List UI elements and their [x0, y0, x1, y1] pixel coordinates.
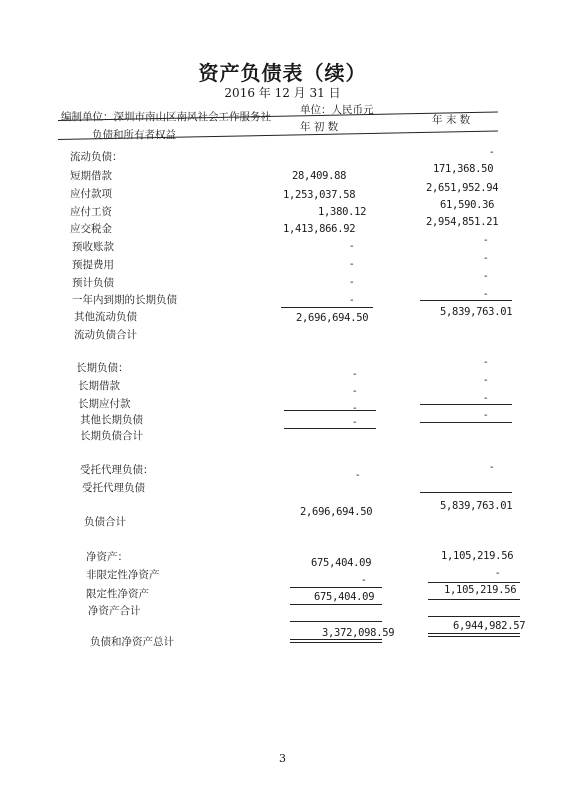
row-begin-value: -	[350, 240, 354, 252]
row-end-value: -	[484, 392, 488, 404]
subtotal-rule-begin	[290, 621, 382, 622]
row-begin-value: 1,253,037.58	[283, 189, 356, 201]
row-begin-value: -	[350, 276, 354, 288]
row-end-value: -	[484, 288, 488, 300]
row-end-value: 5,839,763.01	[440, 306, 513, 318]
total-double-rule-end	[428, 633, 520, 634]
row-end-value: 2,651,952.94	[426, 182, 499, 194]
row-end-value: -	[484, 356, 488, 368]
row-end-value: -	[484, 252, 488, 264]
row-label: 一年内到期的长期负债	[72, 294, 177, 306]
row-begin-value: 2,696,694.50	[300, 506, 373, 518]
col-header-end: 年 末 数	[432, 114, 471, 126]
row-begin-value: 3,372,098.59	[322, 627, 395, 639]
page-number: 3	[279, 752, 286, 765]
subtotal-rule-end	[420, 422, 512, 423]
row-label: 应付工资	[70, 206, 112, 218]
row-end-value: 1,105,219.56	[441, 550, 514, 562]
subtotal-rule-begin	[284, 410, 376, 411]
row-label: 长期负债合计	[80, 430, 143, 442]
row-begin-value: -	[353, 402, 357, 414]
row-begin-value: 1,413,866.92	[283, 223, 356, 235]
unit-label: 单位：人民币元	[300, 104, 374, 116]
subtotal-rule-end	[428, 599, 520, 600]
row-label: 流动负债：	[70, 151, 123, 163]
row-label: 预计负债	[72, 277, 114, 289]
total-double-rule-begin	[290, 642, 382, 643]
page-title: 资产负债表（续）	[198, 61, 367, 85]
subtotal-rule-end	[428, 582, 520, 583]
row-begin-value: -	[350, 258, 354, 270]
total-double-rule-begin	[290, 639, 382, 640]
subtotal-rule-begin	[290, 587, 382, 588]
row-end-value: 171,368.50	[433, 163, 494, 175]
subtotal-rule-end	[420, 492, 512, 493]
row-end-value: 61,590.36	[440, 199, 495, 211]
row-label: 长期借款	[78, 380, 120, 392]
row-end-value: 5,839,763.01	[440, 500, 513, 512]
row-begin-value: 28,409.88	[292, 170, 347, 182]
subtotal-rule-begin	[284, 428, 376, 429]
row-label: 应交税金	[70, 223, 112, 235]
row-label: 非限定性净资产	[86, 569, 160, 581]
row-label: 短期借款	[70, 170, 112, 182]
row-end-value: -	[484, 234, 488, 246]
row-label: 净资产：	[86, 551, 128, 563]
row-begin-value: 1,380.12	[318, 206, 367, 218]
report-date: 2016 年 12 月 31 日	[224, 86, 341, 100]
row-label: 流动负债合计	[74, 329, 137, 341]
row-begin-value: 2,696,694.50	[296, 312, 369, 324]
subtotal-rule-end	[420, 404, 512, 405]
row-label: 受托代理负债	[82, 482, 145, 494]
row-begin-value: -	[362, 574, 366, 586]
row-begin-value: 675,404.09	[311, 557, 372, 569]
row-begin-value: -	[353, 385, 357, 397]
row-begin-value: -	[353, 416, 357, 428]
row-end-value: -	[496, 567, 500, 579]
row-end-value: 2,954,851.21	[426, 216, 499, 228]
subtotal-rule-begin	[281, 307, 373, 308]
subtotal-rule-begin	[290, 604, 382, 605]
row-begin-value: -	[353, 368, 357, 380]
row-end-value: -	[490, 461, 494, 473]
row-label: 负债合计	[84, 516, 126, 528]
subtotal-rule-end	[428, 616, 520, 617]
row-end-value: 6,944,982.57	[453, 620, 526, 632]
row-label: 限定性净资产	[86, 588, 149, 600]
row-label: 长期应付款	[78, 398, 131, 410]
subtotal-rule-end	[420, 300, 512, 301]
row-end-value: 1,105,219.56	[444, 584, 517, 596]
col-header-item: 负债和所有者权益	[92, 129, 176, 141]
row-end-value: -	[490, 146, 494, 158]
row-label: 应付款项	[70, 188, 112, 200]
row-begin-value: 675,404.09	[314, 591, 375, 603]
row-label: 其他流动负债	[74, 311, 137, 323]
row-label: 负债和净资产总计	[90, 636, 174, 648]
col-header-begin: 年 初 数	[300, 121, 339, 133]
row-label: 净资产合计	[88, 605, 141, 617]
row-begin-value: -	[356, 469, 360, 481]
row-label: 预收账款	[72, 241, 114, 253]
org-label: 编制单位：深圳市南山区南风社会工作服务社	[61, 111, 271, 123]
row-begin-value: -	[350, 294, 354, 306]
row-end-value: -	[484, 374, 488, 386]
row-label: 受托代理负债：	[80, 464, 154, 476]
row-label: 长期负债：	[76, 362, 129, 374]
row-label: 其他长期负债	[80, 414, 143, 426]
row-label: 预提费用	[72, 259, 114, 271]
total-double-rule-end	[428, 636, 520, 637]
row-end-value: -	[484, 270, 488, 282]
row-end-value: -	[484, 409, 488, 421]
